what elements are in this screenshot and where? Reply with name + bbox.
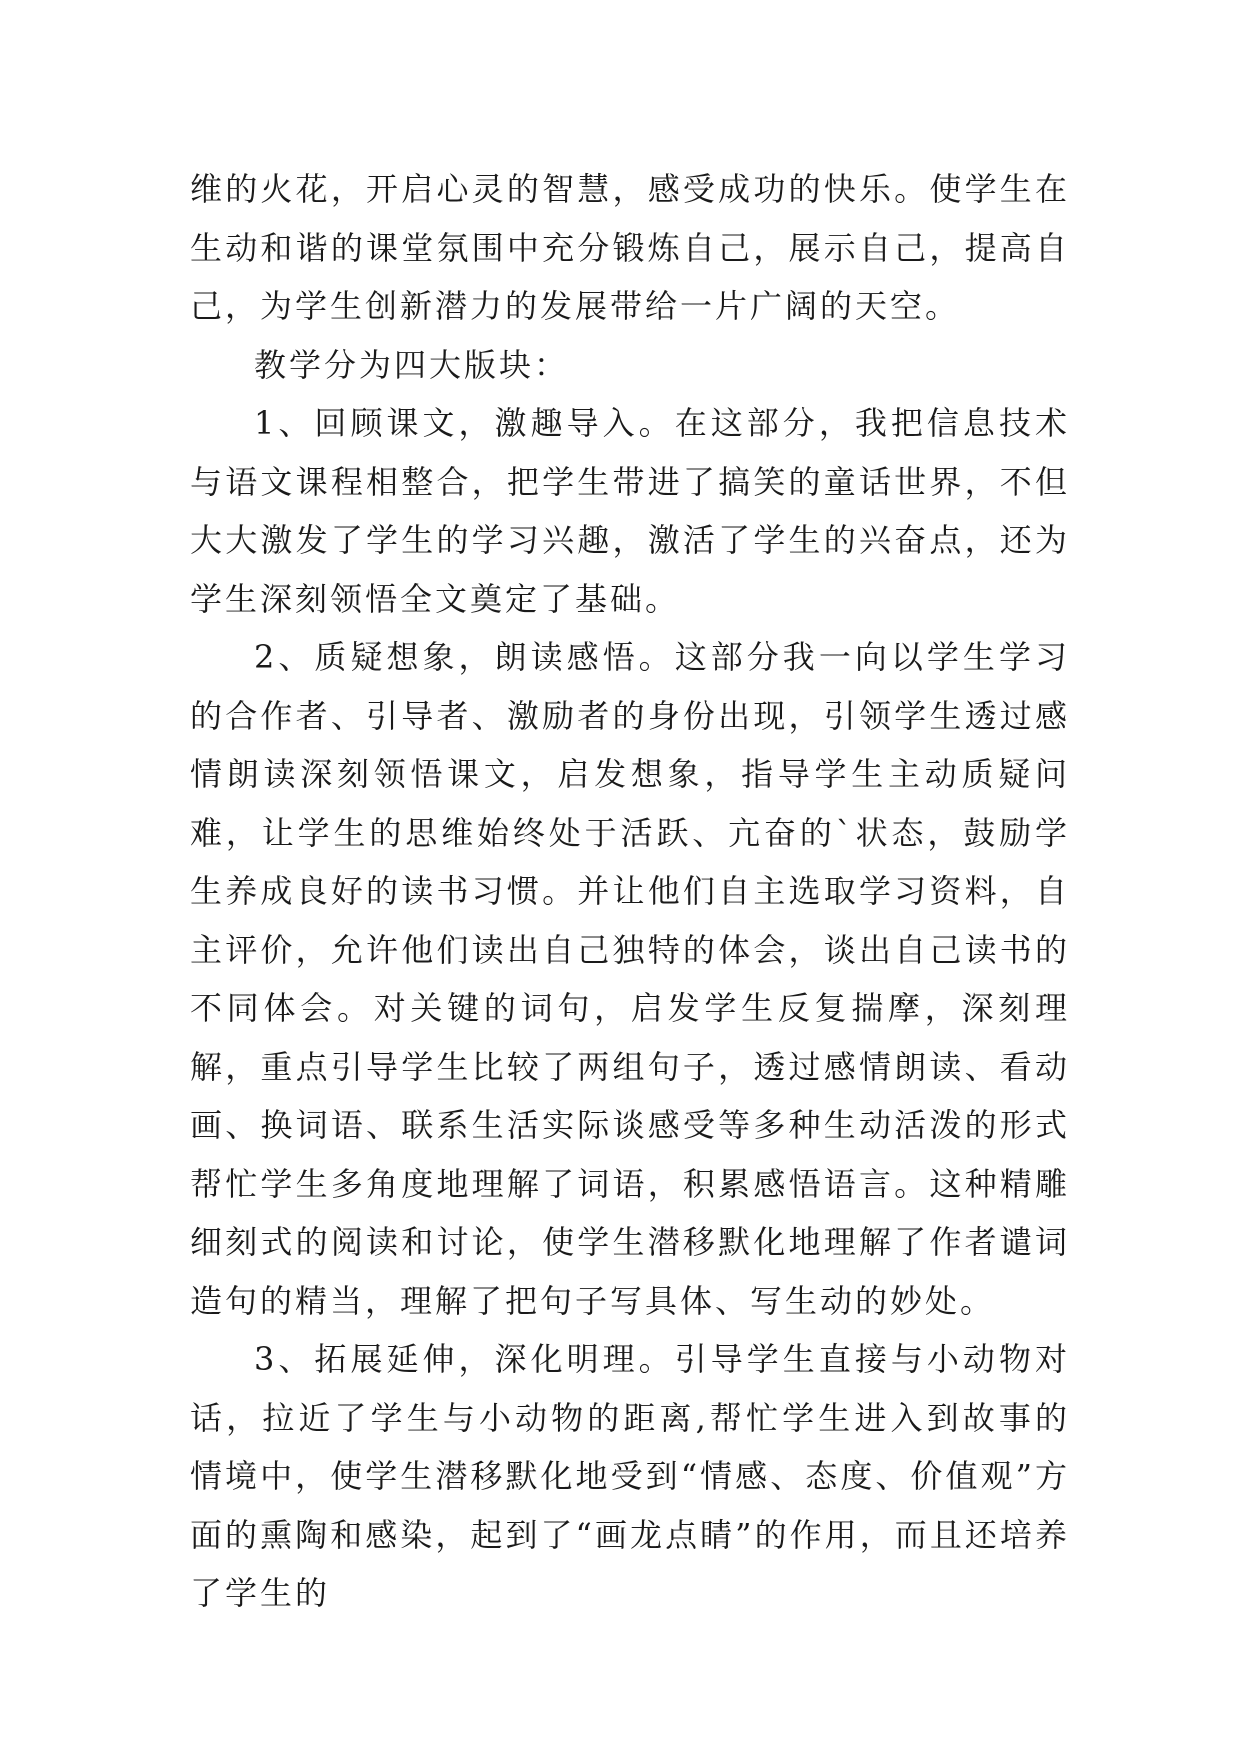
paragraph-section-2: 2、质疑想象，朗读感悟。这部分我一向以学生学习的合作者、引导者、激励者的身份出现，引领学生透过感情朗读深刻领悟课文，启发想象，指导学生主动质疑问难，让学生的思维始终处于活跃、亢奋的`状态，鼓励学生养成良好的读书习惯。并让他们自主选取学习资料，自主评价，允许他们读出自己独特的体会，谈出自己读书的不同体会。对关键的词句，启发学生反复揣摩，深刻理解，重点引导学生比较了两组句子，透过感情朗读、看动画、换词语、联系生活实际谈感受等多种生动活泼的形式帮忙学生多角度地理解了词语，积累感悟语言。这种精雕细刻式的阅读和讨论，使学生潜移默化地理解了作者谴词造句的精当，理解了把句子写具体、写生动的妙处。 bbox=[190, 638, 1070, 1320]
document-body bbox=[190, 160, 1070, 1623]
paragraph-section-intro: 教学分为四大版块： bbox=[254, 345, 570, 384]
paragraph-section-3: 3、拓展延伸，深化明理。引导学生直接与小动物对话，拉近了学生与小动物的距离,帮忙学生进入到故事的情境中，使学生潜移默化地受到“情感、态度、价值观”方面的熏陶和感染，起到了“画龙点睛”的作用，而且还培养了学生的 bbox=[190, 1340, 1070, 1612]
paragraph-section-1: 1、回顾课文，激趣导入。在这部分，我把信息技术与语文课程相整合，把学生带进了搞笑的童话世界，不但大大激发了学生的学习兴趣，激活了学生的兴奋点，还为学生深刻领悟全文奠定了基础。 bbox=[190, 404, 1070, 618]
paragraph-continuation: 维的火花，开启心灵的智慧，感受成功的快乐。使学生在生动和谐的课堂氛围中充分锻炼自己，展示自己，提高自己，为学生创新潜力的发展带给一片广阔的天空。 bbox=[190, 170, 1070, 325]
